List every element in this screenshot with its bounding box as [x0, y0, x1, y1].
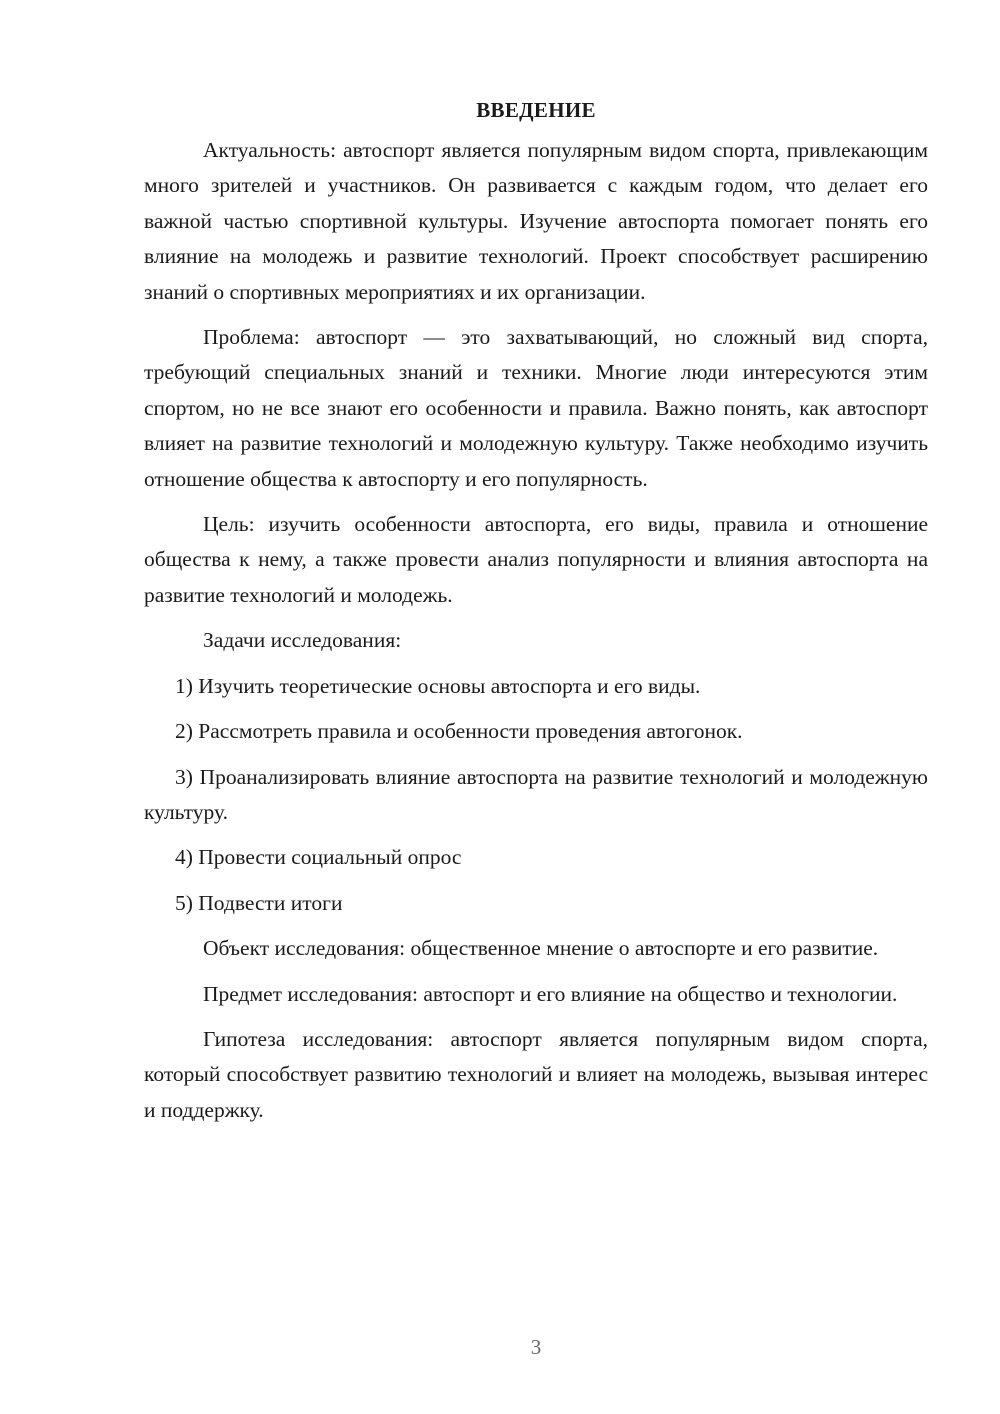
tasks-heading: Задачи исследования:	[203, 628, 402, 653]
task-item-1: 1) Изучить теоретические основы автоспорта и его виды.	[175, 673, 701, 698]
task-item-3: 3) Проанализировать влияние автоспорта на развитие технологий и молодежную культуру.	[144, 764, 928, 824]
paragraph-hypothesis: Гипотеза исследования: автоспорт является популярным видом спорта, который способствует развитию технологий и влияет на молодежь, вызывая интерес и поддержку.	[144, 1026, 928, 1122]
task-item-5: 5) Подвести итоги	[175, 890, 343, 915]
paragraph-goal: Цель: изучить особенности автоспорта, его виды, правила и отношение общества к нему, а также провести анализ популярности и влияния автоспорта на развитие технологий и молодежь.	[144, 512, 928, 607]
page-number: 3	[530, 1335, 542, 1359]
document-page	[144, 92, 928, 1138]
paragraph-relevance: Актуальность: автоспорт является популярным видом спорта, привлекающим много зрителей и участников. Он развивается с каждым годом, что делает его важной частью спортивной культуры. Изучение автоспорта помогает понять его влияние на молодежь и развитие технологий. Проект способствует расширению знаний о спортивных мероприятиях и их организации.	[144, 138, 928, 304]
paragraph-subject: Предмет исследования: автоспорт и его влияние на общество и технологии.	[203, 981, 898, 1006]
page-title: ВВЕДЕНИЕ	[476, 98, 596, 122]
paragraph-object: Объект исследования: общественное мнение о автоспорте и его развитие.	[203, 936, 879, 961]
paragraph-problem: Проблема: автоспорт — это захватывающий, но сложный вид спорта, требующий специальных знаний и техники. Многие люди интересуются этим спортом, но не все знают его особенности и правила. Важно понять, как автоспорт влияет на развитие технологий и молодежную культуру. Также необходимо изучить отношение общества к автоспорту и его популярность.	[144, 325, 928, 491]
task-item-2: 2) Рассмотреть правила и особенности проведения автогонок.	[175, 719, 743, 744]
task-item-4: 4) Провести социальный опрос	[175, 845, 462, 870]
